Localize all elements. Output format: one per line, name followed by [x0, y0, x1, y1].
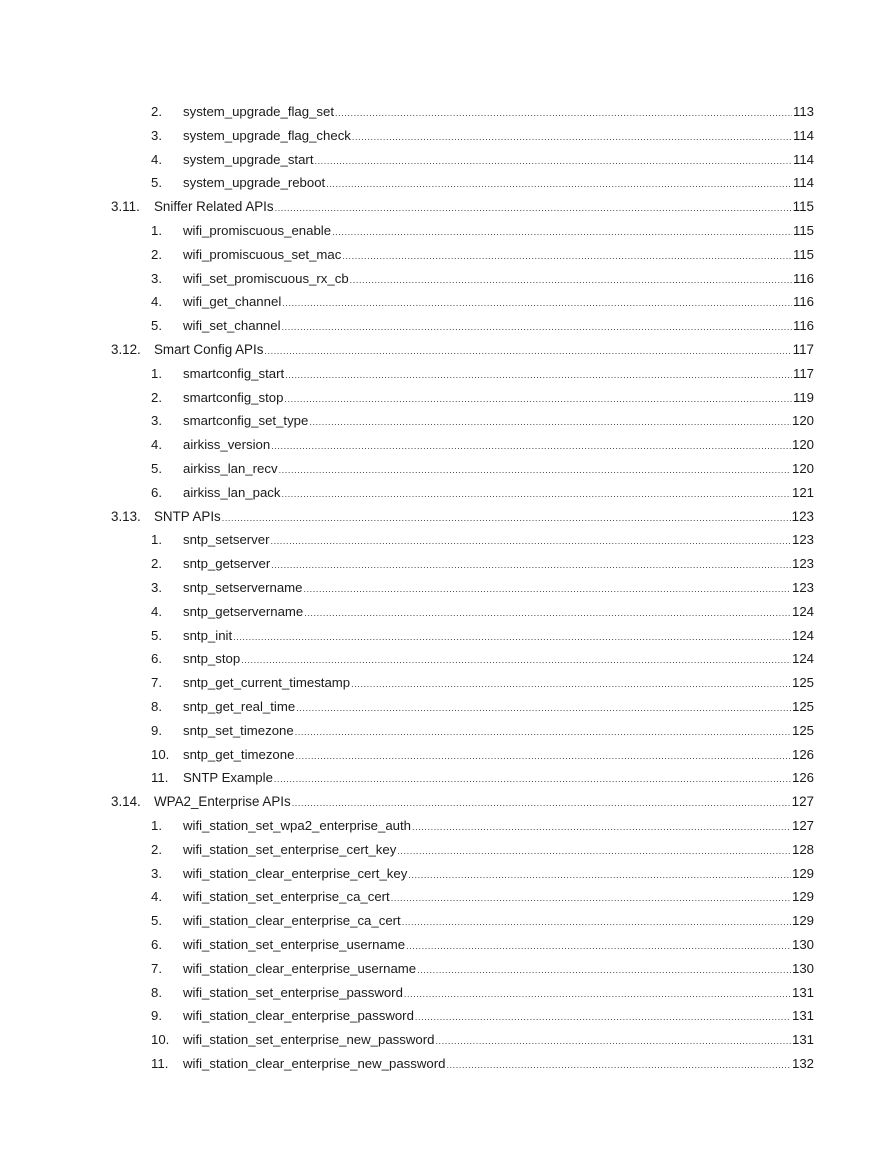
toc-entry-title[interactable]: wifi_station_clear_enterprise_new_password	[183, 1056, 446, 1071]
toc-subsection-entry[interactable]	[151, 128, 814, 144]
toc-dot-leader	[404, 986, 791, 1002]
toc-entry-title[interactable]: sntp_setservername	[183, 580, 303, 595]
toc-entry-number: 7.	[151, 675, 162, 691]
toc-entry-number: 2.	[151, 389, 162, 405]
toc-entry-number: 1.	[151, 818, 162, 833]
toc-entry-number: 8.	[151, 984, 162, 1000]
toc-entry-page-number[interactable]: 131	[791, 1032, 814, 1048]
toc-dot-leader	[274, 771, 791, 787]
toc-dot-leader	[279, 462, 791, 478]
toc-entry-title[interactable]: system_upgrade_flag_set	[183, 104, 335, 119]
toc-subsection-entry[interactable]	[151, 675, 814, 691]
toc-entry-title[interactable]: sntp_get_current_timestamp	[183, 675, 351, 691]
toc-dot-leader	[296, 700, 791, 716]
toc-dot-leader	[351, 676, 791, 692]
toc-entry-title[interactable]: airkiss_lan_recv	[183, 461, 278, 476]
toc-entry-title[interactable]: sntp_init	[183, 627, 233, 643]
toc-subsection-entry[interactable]	[151, 485, 814, 501]
toc-entry-number: 2.	[151, 246, 162, 262]
toc-subsection-entry[interactable]	[151, 294, 814, 310]
toc-dot-leader	[282, 486, 791, 502]
toc-entry-title[interactable]: SNTP APIs	[154, 508, 221, 524]
toc-entry-page-number[interactable]: 120	[791, 437, 814, 453]
toc-entry-number: 4.	[151, 437, 162, 453]
toc-dot-leader	[271, 533, 791, 549]
toc-dot-leader	[292, 795, 791, 811]
toc-entry-title[interactable]: wifi_station_clear_enterprise_username	[183, 960, 417, 976]
toc-entry-page-number[interactable]: 123	[791, 532, 814, 548]
toc-subsection-entry[interactable]	[151, 1032, 814, 1048]
toc-subsection-entry[interactable]	[151, 1056, 814, 1072]
toc-dot-leader	[391, 890, 791, 906]
toc-entry-title[interactable]: wifi_set_promiscuous_rx_cb	[183, 270, 349, 286]
toc-entry-number: 1.	[151, 223, 162, 238]
toc-entry-number: 7.	[151, 960, 162, 976]
toc-subsection-entry[interactable]	[151, 175, 814, 191]
toc-dot-leader	[402, 914, 791, 930]
toc-entry-number: 1.	[151, 365, 162, 381]
toc-entry-page-number[interactable]: 120	[791, 413, 814, 429]
toc-entry-number: 4.	[151, 603, 162, 619]
toc-dot-leader	[446, 1057, 791, 1073]
toc-dot-leader	[295, 748, 791, 764]
toc-section-entry[interactable]	[111, 794, 814, 810]
toc-dot-leader	[303, 581, 791, 597]
toc-dot-leader	[282, 295, 792, 311]
toc-entry-page-number[interactable]: 126	[791, 746, 814, 762]
toc-entry-page-number[interactable]: 123	[791, 508, 814, 524]
toc-dot-leader	[264, 343, 791, 359]
toc-subsection-entry[interactable]	[151, 866, 814, 882]
toc-entry-title[interactable]: WPA2_Enterprise APIs	[154, 794, 291, 810]
toc-entry-page-number[interactable]: 116	[792, 270, 814, 286]
toc-entry-number: 5.	[151, 627, 162, 643]
toc-entry-title[interactable]: Sniffer Related APIs	[154, 199, 274, 215]
toc-entry-page-number[interactable]: 114	[792, 151, 814, 167]
toc-entry-number: 3.	[151, 127, 162, 143]
toc-entry-page-number[interactable]: 120	[791, 461, 814, 476]
toc-entry-number: 10.	[151, 746, 170, 762]
toc-entry-number: 2.	[151, 556, 162, 572]
toc-dot-leader	[342, 248, 792, 264]
toc-subsection-entry[interactable]	[151, 842, 814, 858]
toc-subsection-entry[interactable]	[151, 699, 814, 715]
toc-entry-number: 3.	[151, 413, 162, 429]
toc-entry-page-number[interactable]: 132	[791, 1056, 814, 1071]
toc-subsection-entry[interactable]	[151, 223, 814, 239]
toc-entry-page-number[interactable]: 124	[791, 603, 814, 619]
toc-entry-page-number[interactable]: 121	[791, 484, 814, 500]
toc-entry-title[interactable]: sntp_get_real_time	[183, 699, 296, 714]
toc-subsection-entry[interactable]	[151, 152, 814, 168]
toc-dot-leader	[314, 153, 791, 169]
toc-entry-page-number[interactable]: 129	[791, 889, 814, 905]
toc-entry-title[interactable]: system_upgrade_flag_check	[183, 127, 351, 143]
toc-section-entry[interactable]	[111, 199, 814, 215]
toc-entry-page-number[interactable]: 123	[791, 556, 814, 572]
toc-entry-page-number[interactable]: 119	[792, 389, 814, 405]
toc-dot-leader	[435, 1033, 791, 1049]
toc-entry-page-number[interactable]: 116	[792, 318, 814, 334]
toc-entry-page-number[interactable]: 117	[792, 365, 814, 381]
toc-entry-title[interactable]: wifi_station_set_enterprise_cert_key	[183, 841, 397, 857]
toc-dot-leader	[417, 962, 791, 978]
toc-entry-title[interactable]: sntp_setserver	[183, 532, 270, 548]
toc-subsection-entry[interactable]	[151, 889, 814, 905]
toc-dot-leader	[222, 510, 791, 526]
toc-entry-number: 9.	[151, 1008, 162, 1024]
toc-dot-leader	[350, 272, 792, 288]
toc-entry-page-number[interactable]: 115	[792, 246, 814, 262]
toc-dot-leader	[406, 938, 791, 954]
toc-entry-title[interactable]: wifi_promiscuous_enable	[183, 223, 332, 238]
toc-dot-leader	[275, 200, 792, 216]
toc-dot-leader	[332, 224, 792, 240]
toc-entry-title[interactable]: system_upgrade_reboot	[183, 175, 326, 191]
toc-dot-leader	[335, 105, 792, 121]
toc-dot-leader	[285, 367, 792, 383]
toc-entry-title[interactable]: wifi_station_clear_enterprise_password	[183, 1008, 414, 1024]
toc-entry-title[interactable]: wifi_station_set_enterprise_ca_cert	[183, 889, 390, 905]
toc-entry-number: 4.	[151, 294, 162, 310]
toc-entry-title[interactable]: sntp_getservername	[183, 603, 304, 619]
toc-entry-title[interactable]: wifi_station_set_wpa2_enterprise_auth	[183, 818, 411, 833]
toc-entry-number: 3.13.	[111, 508, 141, 524]
toc-entry-title[interactable]: wifi_station_clear_enterprise_ca_cert	[183, 913, 401, 929]
toc-entry-title[interactable]: smartconfig_stop	[183, 389, 284, 405]
toc-entry-page-number[interactable]: 115	[792, 223, 814, 238]
toc-subsection-entry[interactable]	[151, 770, 814, 786]
toc-entry-page-number[interactable]: 124	[791, 627, 814, 643]
toc-entry-page-number[interactable]: 113	[792, 104, 814, 119]
toc-subsection-entry[interactable]	[151, 747, 814, 763]
toc-entry-page-number[interactable]: 124	[791, 651, 814, 667]
toc-entry-page-number[interactable]: 126	[791, 770, 814, 786]
toc-entry-number: 1.	[151, 532, 162, 548]
toc-dot-leader	[326, 176, 792, 192]
toc-subsection-entry[interactable]	[151, 366, 814, 382]
toc-subsection-entry[interactable]	[151, 723, 814, 739]
toc-subsection-entry[interactable]	[151, 390, 814, 406]
toc-subsection-entry[interactable]	[151, 247, 814, 263]
toc-entry-title[interactable]: sntp_get_timezone	[183, 746, 295, 762]
toc-entry-title[interactable]: airkiss_version	[183, 437, 271, 453]
toc-entry-page-number[interactable]: 116	[792, 294, 814, 310]
toc-entry-page-number[interactable]: 129	[791, 865, 814, 881]
toc-subsection-entry[interactable]	[151, 580, 814, 596]
toc-entry-title[interactable]: airkiss_lan_pack	[183, 484, 281, 500]
toc-entry-title[interactable]: sntp_stop	[183, 651, 241, 667]
toc-dot-leader	[412, 819, 791, 835]
toc-entry-number: 3.	[151, 270, 162, 286]
toc-entry-number: 11.	[151, 1056, 169, 1071]
toc-entry-page-number[interactable]: 125	[791, 699, 814, 714]
toc-subsection-entry[interactable]	[151, 937, 814, 953]
toc-entry-title[interactable]: wifi_station_set_enterprise_password	[183, 984, 403, 1000]
toc-entry-title[interactable]: wifi_promiscuous_set_mac	[183, 246, 342, 262]
toc-entry-title[interactable]: wifi_set_channel	[183, 318, 281, 334]
toc-entry-page-number[interactable]: 129	[791, 913, 814, 929]
toc-dot-leader	[271, 438, 791, 454]
toc-entry-title[interactable]: wifi_station_clear_enterprise_cert_key	[183, 865, 408, 881]
toc-entry-title[interactable]: SNTP Example	[183, 770, 273, 786]
toc-entry-number: 5.	[151, 461, 162, 476]
toc-entry-number: 9.	[151, 722, 162, 738]
toc-entry-page-number[interactable]: 127	[791, 794, 814, 810]
toc-dot-leader	[282, 319, 792, 335]
toc-entry-number: 10.	[151, 1032, 170, 1048]
toc-entry-page-number[interactable]: 123	[791, 580, 814, 595]
toc-subsection-entry[interactable]	[151, 413, 814, 429]
toc-dot-leader	[408, 867, 791, 883]
toc-entry-page-number[interactable]: 130	[791, 937, 814, 952]
toc-subsection-entry[interactable]	[151, 651, 814, 667]
toc-subsection-entry[interactable]	[151, 104, 814, 120]
toc-entry-number: 3.11.	[111, 199, 140, 215]
toc-entry-page-number[interactable]: 130	[791, 960, 814, 976]
toc-entry-title[interactable]: sntp_set_timezone	[183, 722, 294, 738]
toc-dot-leader	[284, 391, 792, 407]
toc-subsection-entry[interactable]	[151, 437, 814, 453]
toc-entry-number: 6.	[151, 937, 162, 952]
toc-dot-leader	[309, 414, 791, 430]
toc-dot-leader	[397, 843, 791, 859]
toc-dot-leader	[241, 652, 791, 668]
toc-entry-page-number[interactable]: 125	[791, 675, 814, 691]
toc-subsection-entry[interactable]	[151, 318, 814, 334]
toc-dot-leader	[415, 1009, 791, 1025]
toc-section-entry[interactable]	[111, 342, 814, 358]
toc-dot-leader	[271, 557, 791, 573]
toc-entry-page-number[interactable]: 115	[792, 199, 814, 215]
toc-entry-number: 5.	[151, 913, 162, 929]
toc-subsection-entry[interactable]	[151, 985, 814, 1001]
toc-entry-title[interactable]: wifi_get_channel	[183, 294, 282, 310]
toc-subsection-entry[interactable]	[151, 913, 814, 929]
toc-entry-number: 5.	[151, 318, 162, 334]
toc-entry-title[interactable]: wifi_station_set_enterprise_username	[183, 937, 406, 952]
toc-entry-number: 6.	[151, 651, 162, 667]
toc-entry-number: 5.	[151, 175, 162, 191]
toc-entry-page-number[interactable]: 117	[792, 342, 814, 357]
toc-entry-number: 4.	[151, 889, 162, 905]
toc-subsection-entry[interactable]	[151, 628, 814, 644]
toc-section-entry[interactable]	[111, 509, 814, 525]
toc-entry-number: 2.	[151, 841, 162, 857]
toc-subsection-entry[interactable]	[151, 604, 814, 620]
toc-dot-leader	[304, 605, 791, 621]
toc-subsection-entry[interactable]	[151, 271, 814, 287]
toc-entry-page-number[interactable]: 131	[791, 1008, 814, 1024]
toc-subsection-entry[interactable]	[151, 556, 814, 572]
toc-entry-number: 11.	[151, 770, 169, 786]
toc-entry-page-number[interactable]: 114	[792, 127, 814, 143]
toc-subsection-entry[interactable]	[151, 532, 814, 548]
toc-entry-title[interactable]: system_upgrade_start	[183, 151, 314, 167]
toc-entry-title[interactable]: smartconfig_start	[183, 365, 285, 381]
toc-subsection-entry[interactable]	[151, 818, 814, 834]
toc-entry-page-number[interactable]: 131	[791, 984, 814, 1000]
toc-entry-title[interactable]: sntp_getserver	[183, 556, 271, 572]
toc-entry-page-number[interactable]: 128	[791, 841, 814, 857]
toc-dot-leader	[233, 629, 791, 645]
toc-subsection-entry[interactable]	[151, 461, 814, 477]
toc-entry-title[interactable]: Smart Config APIs	[154, 342, 264, 357]
toc-entry-number: 3.14.	[111, 794, 141, 810]
toc-entry-number: 4.	[151, 151, 162, 167]
toc-entry-page-number[interactable]: 114	[792, 175, 814, 191]
toc-dot-leader	[295, 724, 791, 740]
toc-entry-number: 8.	[151, 699, 162, 714]
toc-entry-title[interactable]: wifi_station_set_enterprise_new_password	[183, 1032, 435, 1048]
toc-entry-number: 3.	[151, 865, 162, 881]
toc-subsection-entry[interactable]	[151, 961, 814, 977]
toc-entry-title[interactable]: smartconfig_set_type	[183, 413, 309, 429]
toc-entry-number: 3.	[151, 580, 162, 595]
toc-entry-number: 6.	[151, 484, 162, 500]
toc-dot-leader	[352, 129, 792, 145]
toc-entry-page-number[interactable]: 127	[791, 818, 814, 833]
toc-subsection-entry[interactable]	[151, 1008, 814, 1024]
toc-entry-number: 2.	[151, 104, 162, 119]
toc-entry-number: 3.12.	[111, 342, 141, 357]
toc-entry-page-number[interactable]: 125	[791, 722, 814, 738]
